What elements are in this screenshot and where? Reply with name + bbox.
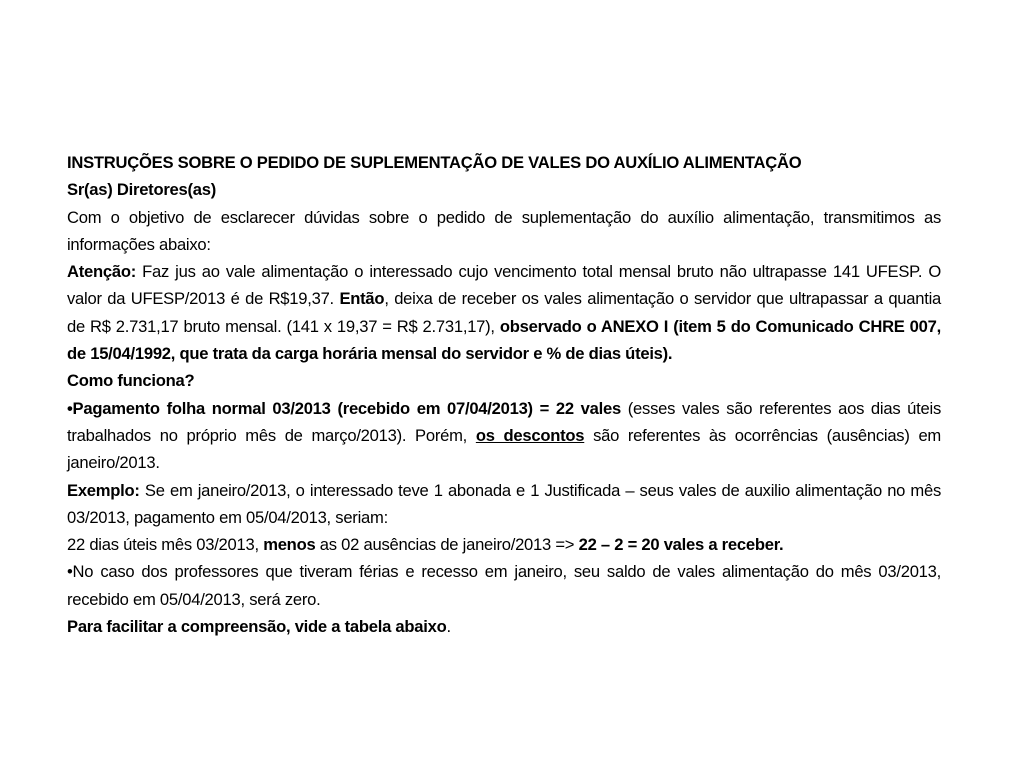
menos-text: menos	[263, 535, 316, 555]
document-title	[67, 149, 941, 176]
closing-bold: Para facilitar a compreensão, vide a tabela abaixo	[67, 617, 447, 637]
salutation	[67, 176, 941, 203]
pagamento-text-2: são referentes às ocorrências (ausências) em janeiro/2013.	[67, 425, 941, 473]
pagamento-paragraph	[67, 395, 941, 477]
atencao-label: Atenção:	[67, 262, 136, 282]
entao-text: Então	[339, 289, 385, 309]
pagamento-bold: •Pagamento folha normal 03/2013 (recebido em 07/04/2013) = 22 vales	[67, 398, 621, 418]
atencao-bold-end: observado o ANEXO I (item 5 do Comunicado CHRE 007, de 15/04/1992, que trata da carga horária mensal do servidor e % de dias úteis).	[67, 316, 941, 364]
pagamento-text-1: (esses vales são referentes aos dias úteis trabalhados no próprio mês de março/2013). Porém,	[67, 398, 941, 445]
calculo-result: 22 – 2 = 20 vales a receber.	[578, 535, 784, 555]
os-descontos-text: os descontos	[475, 425, 585, 445]
professores-paragraph: •No caso dos professores que tiveram férias e recesso em janeiro, seu saldo de vales alimentação do mês 03/2013, recebido em 05/04/2013, será zero.	[67, 562, 941, 609]
calculo-text-2: as 02 ausências de janeiro/2013 =>	[315, 535, 579, 555]
instructions-document	[67, 149, 941, 640]
atencao-text-2: , deixa de receber os vales alimentação o servidor que ultrapassar a quantia de R$ 2.731,17 bruto mensal. (141 x 19,37 = R$ 2.731,17),	[67, 289, 942, 336]
atencao-text-1: Faz jus ao vale alimentação o interessado cujo vencimento total mensal bruto não ultrapasse 141 UFESP. O valor da UFESP/2013 é de R$19,37.	[67, 262, 941, 309]
como-funciona-heading	[67, 367, 941, 394]
como-funciona-text: Como funciona?	[67, 371, 195, 391]
salutation-text: Sr(as) Diretores(as)	[67, 180, 217, 200]
calculo-paragraph	[67, 531, 941, 558]
exemplo-label: Exemplo:	[67, 480, 140, 500]
closing-end: .	[446, 617, 451, 637]
calculo-text-1: 22 dias úteis mês 03/2013,	[67, 535, 264, 555]
closing-paragraph	[67, 613, 941, 640]
atencao-paragraph	[67, 258, 941, 367]
exemplo-paragraph	[67, 477, 941, 532]
title-text: INSTRUÇÕES SOBRE O PEDIDO DE SUPLEMENTAÇÃO DE VALES DO AUXÍLIO ALIMENTAÇÃO	[67, 153, 802, 172]
intro-paragraph: Com o objetivo de esclarecer dúvidas sobre o pedido de suplementação do auxílio alimentação, transmitimos as informações abaixo:	[67, 207, 941, 254]
exemplo-text: Se em janeiro/2013, o interessado teve 1 abonada e 1 Justificada – seus vales de auxilio alimentação no mês 03/2013, pagamento em 05/04/2013, seriam:	[67, 480, 941, 527]
